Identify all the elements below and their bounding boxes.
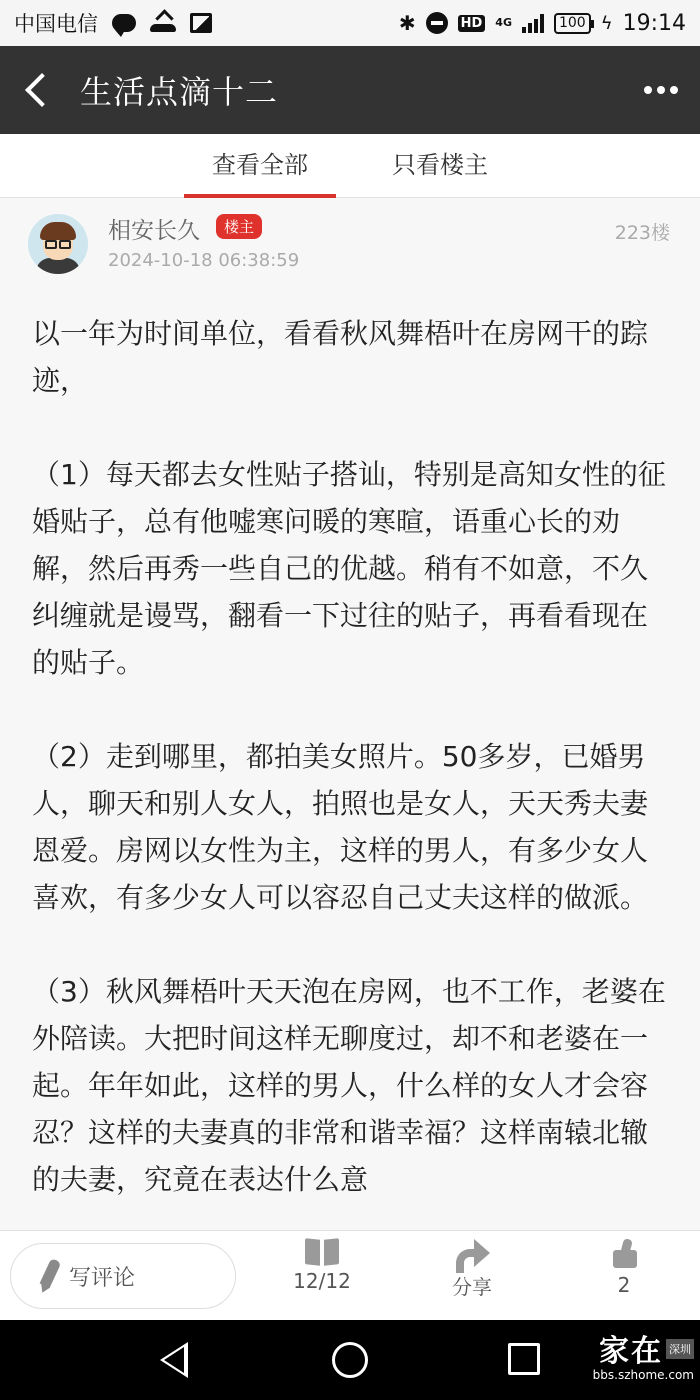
action-bar bbox=[0, 1230, 700, 1320]
post-timestamp: 2024-10-18 06:38:59 bbox=[108, 250, 300, 271]
like-button[interactable] bbox=[574, 1239, 674, 1297]
bluetooth-icon: ✱ bbox=[398, 11, 416, 35]
hd-badge: HD bbox=[458, 15, 486, 32]
write-comment-label: 写评论 bbox=[69, 1265, 136, 1291]
more-options-button[interactable] bbox=[644, 86, 678, 94]
pen-icon bbox=[35, 1259, 65, 1293]
nav-recent-apps-icon[interactable] bbox=[508, 1343, 540, 1375]
carrier-name: 中国电信 bbox=[14, 12, 98, 36]
post-paragraph: （1）每天都去女性贴子搭讪，特别是高知女性的征婚贴子，总有他嘘寒问暖的寒暄，语重心长的劝解，然后再秀一些自己的优越。稍有不如意，不久纠缠就是谩骂，翻看一下过往的贴子，再看看现在的贴子。 bbox=[32, 458, 666, 679]
signal-icon bbox=[522, 13, 544, 33]
do-not-disturb-icon bbox=[426, 12, 448, 34]
more-dots-icon bbox=[644, 86, 652, 94]
nav-home-icon[interactable] bbox=[332, 1342, 368, 1378]
page-title: 生活点滴十二 bbox=[80, 73, 279, 111]
page-count: 12/12 bbox=[293, 1269, 351, 1293]
system-nav-bar bbox=[0, 1320, 700, 1400]
post-paragraph: （2）走到哪里，都拍美女照片。50多岁，已婚男人，聊天和别人女人，拍照也是女人，天天秀夫妻恩爱。房网以女性为主，这样的男人，有多少女人喜欢，有多少女人可以容忍自己丈夫这样的做派。 bbox=[32, 740, 649, 914]
watermark-url: bbs.szhome.com bbox=[592, 1368, 694, 1382]
tab-only-op[interactable]: 只看楼主 bbox=[392, 151, 488, 179]
charging-icon: ϟ bbox=[600, 12, 613, 34]
nav-back-icon[interactable] bbox=[160, 1342, 188, 1378]
title-bar bbox=[0, 46, 700, 134]
watermark-main: 家在 bbox=[599, 1334, 663, 1369]
site-watermark bbox=[593, 1326, 694, 1382]
page-selector-button[interactable] bbox=[272, 1239, 372, 1293]
post-content bbox=[32, 310, 672, 1230]
post-paragraph: （3）秋风舞梧叶天天泡在房网，也不工作，老婆在外陪读。大把时间这样无聊度过，却不和老婆在一起。年年如此，这样的男人，什么样的女人才会容忍？这样的夫妻真的非常和谐幸福？这样南辕北辙的夫妻，究竟在表达什么意 bbox=[32, 975, 666, 1196]
network-type: 4G bbox=[495, 16, 512, 29]
like-count: 2 bbox=[617, 1273, 631, 1297]
clock: 19:14 bbox=[622, 10, 686, 36]
share-label: 分享 bbox=[452, 1275, 492, 1299]
watermark-sub: 深圳 bbox=[666, 1339, 694, 1359]
tab-bar bbox=[0, 134, 700, 198]
share-button[interactable] bbox=[422, 1239, 522, 1300]
username[interactable]: 相安长久 bbox=[108, 218, 200, 244]
message-icon bbox=[112, 14, 136, 32]
post-paragraph: 以一年为时间单位，看看秋风舞梧叶在房网干的踪迹， bbox=[32, 317, 649, 397]
status-bar bbox=[0, 0, 700, 46]
post-header bbox=[0, 198, 700, 288]
back-button[interactable] bbox=[0, 46, 74, 134]
book-icon bbox=[305, 1239, 339, 1265]
missed-call-icon bbox=[150, 12, 176, 34]
chevron-left-icon bbox=[25, 73, 59, 107]
tab-view-all[interactable]: 查看全部 bbox=[170, 134, 350, 197]
image-icon bbox=[190, 13, 212, 33]
op-badge: 楼主 bbox=[216, 214, 262, 239]
floor-number: 223楼 bbox=[614, 222, 670, 244]
thumbs-up-icon bbox=[609, 1239, 639, 1269]
write-comment-button[interactable] bbox=[10, 1243, 236, 1309]
battery-level: 100 bbox=[554, 13, 591, 34]
avatar[interactable] bbox=[28, 214, 88, 274]
share-icon bbox=[454, 1239, 490, 1267]
